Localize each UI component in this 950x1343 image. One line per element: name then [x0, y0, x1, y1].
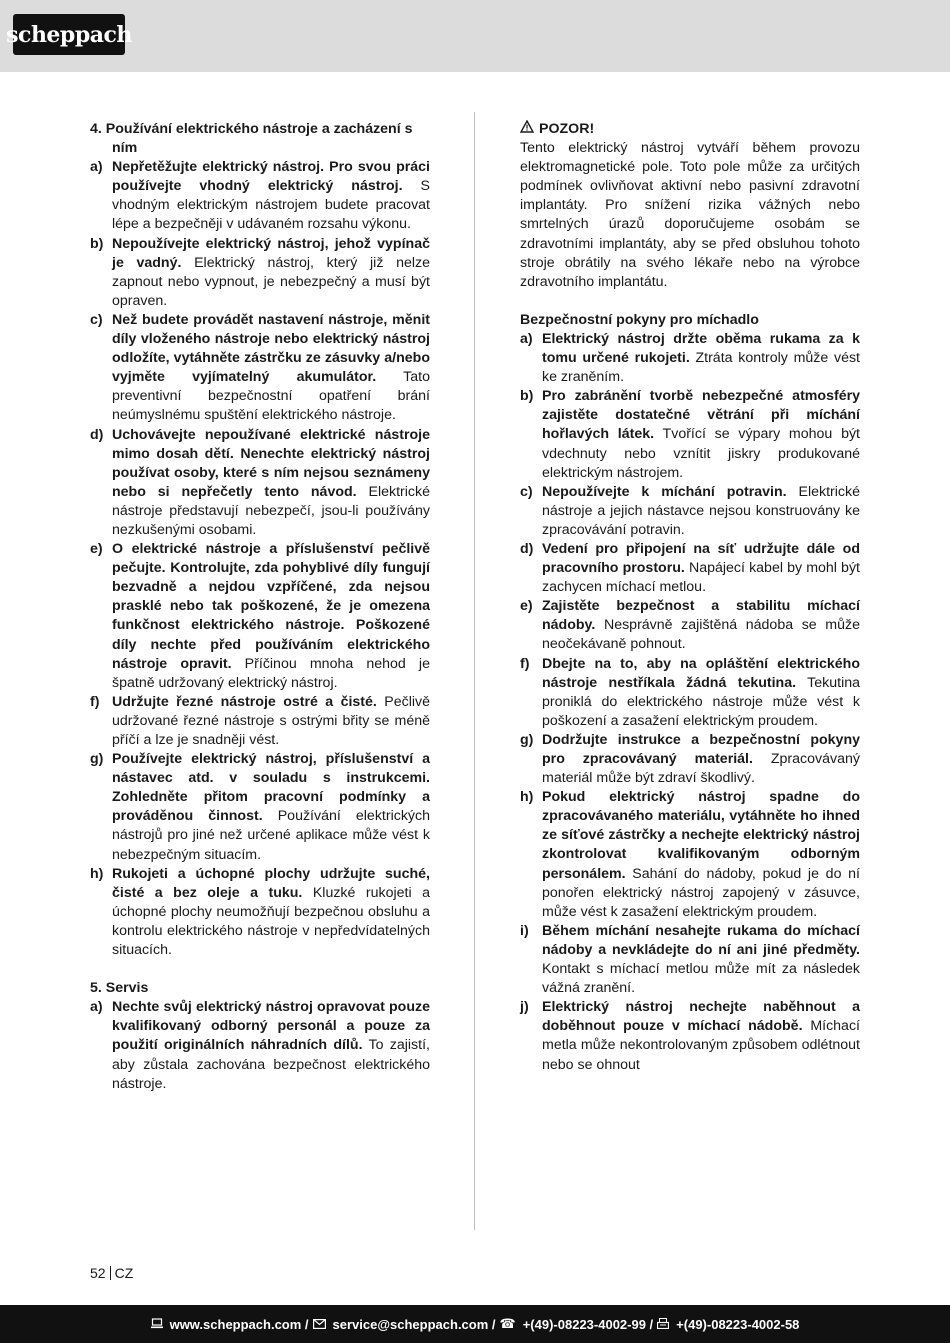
list-item	[520, 540, 860, 597]
page-number: 52	[90, 1265, 106, 1281]
item-plain-text: Míchací metla může nekontrolovaným způsobem odlétnout nebo se ohnout	[542, 1018, 860, 1073]
item-label: g)	[520, 731, 534, 748]
item-label: b)	[520, 388, 534, 405]
item-bold-text: Používejte elektrický nástroj, příslušenství a nástavec atd. v souladu s instrukcemi. Zohledněte přitom pracovní podmínky a prováděnou činnost.	[112, 751, 430, 825]
website-link[interactable]: www.scheppach.com /	[169, 1316, 309, 1332]
column-divider	[474, 112, 475, 1230]
item-plain-text: Příčinou mnoha nehod je špatně udržovaný elektrický nástroj.	[112, 655, 430, 691]
item-plain-text: Elektrické nástroje a jejich nástavce nejsou konstruovány ke zpracovávání potravin.	[542, 483, 860, 538]
list-item	[520, 597, 860, 654]
list-item	[520, 731, 860, 788]
list-item	[90, 235, 430, 311]
item-plain-text: Kontakt s míchací metlou může mít za následek vážná zranění.	[542, 961, 860, 997]
item-text	[542, 597, 860, 654]
section-5-title: 5. Servis	[90, 980, 149, 997]
item-bold-text: Rukojeti a úchopné plochy udržujte suché, čisté a bez oleje a tuku.	[112, 865, 430, 901]
item-text	[112, 235, 430, 311]
contact-footer	[0, 1305, 950, 1343]
mixer-safety-title: Bezpečnostní pokyny pro míchadlo	[520, 311, 759, 328]
list-item	[90, 426, 430, 541]
item-bold-text: Zajistěte bezpečnost a stabilitu míchací nádoby.	[542, 598, 860, 634]
item-bold-text: O elektrické nástroje a příslušenství pečlivě pečujte. Kontrolujte, zda pohyblivé díly fungují bezvadně a nejdou vzpříčené, zda nejsou prasklé nebo tak poškozené, že je omezena funkčnost elektrického nástroje. Poškozené díly nechte před používáním elektrického nástroje opravit.	[112, 541, 430, 672]
section-4-title: 4. Používání elektrického nástroje a zacházení s ním	[90, 121, 413, 157]
item-text	[112, 158, 430, 234]
item-bold-text: Udržujte řezné nástroje ostré a čisté.	[112, 693, 377, 710]
item-plain-text: Kluzké rukojeti a úchopné plochy neumožňují bezpečnou obsluhu a kontrolu elektrického nástroje v nepředvídatelných situacích.	[112, 884, 430, 959]
item-text	[542, 655, 860, 731]
item-bold-text: Nepoužívejte elektrický nástroj, jehož vypínač je vadný.	[112, 235, 430, 271]
item-plain-text: Tvořící se výpary mohou být vdechnuty nebo vznítit jiskry produkované elektrickým nástrojem.	[542, 426, 860, 481]
item-text	[542, 922, 860, 998]
list-item	[520, 788, 860, 922]
item-label: j)	[520, 999, 529, 1016]
computer-icon	[151, 1317, 163, 1332]
header-band	[0, 0, 950, 72]
item-text	[112, 426, 430, 541]
fax-icon	[657, 1317, 669, 1332]
mixer-safety-list	[520, 330, 860, 1075]
item-label: b)	[90, 235, 104, 252]
warning-heading	[520, 120, 860, 139]
list-item	[90, 750, 430, 865]
item-bold-text: Elektrický nástroj nechejte naběhnout a doběhnout pouze v míchací nádobě.	[542, 999, 860, 1035]
item-bold-text: Dodržujte instrukce a bezpečnostní pokyny pro zpracovávaný materiál.	[542, 731, 860, 767]
item-text	[542, 998, 860, 1074]
item-bold-text: Než budete provádět nastavení nástroje, měnit díly vloženého nástroje nebo elektrický nástroj odložíte, vytáhněte zástrčku ze zásuvky a/nebo vyjměte vyjímatelný akumulátor.	[112, 311, 430, 386]
item-label: e)	[520, 598, 533, 615]
item-label: i)	[520, 922, 529, 939]
item-label: a)	[520, 330, 533, 347]
warning-title: POZOR!	[539, 121, 595, 137]
item-plain-text: Používání elektrických nástrojů pro jiné než určené aplikace může vést k nebezpečným situacím.	[112, 808, 430, 863]
item-text	[112, 865, 430, 960]
fax-number: +(49)-08223-4002-58	[676, 1316, 800, 1332]
item-plain-text: To zajistí, aby zůstala zachována bezpečnost elektrického nástroje.	[112, 1037, 430, 1092]
list-item	[90, 311, 430, 426]
item-plain-text: Elektrické nástroje představují nebezpečí, jsou-li používány nezkušenými osobami.	[112, 483, 431, 538]
item-bold-text: Vedení pro připojení na síť udržujte dále od pracovního prostoru.	[542, 540, 860, 577]
item-plain-text: Sahání do nádoby, pokud je do ní ponořen elektrický nástroj zapojený v zásuvce, může vést k zasažení elektrickým proudem.	[542, 865, 860, 920]
item-plain-text: Zpracovávaný materiál může být zdraví škodlivý.	[542, 751, 860, 787]
item-text	[112, 311, 430, 426]
item-bold-text: Nechte svůj elektrický nástroj opravovat pouze kvalifikovaný odborný personál a pouze za použití originálních náhradních dílů.	[112, 999, 430, 1054]
item-text	[112, 693, 430, 750]
list-item	[520, 922, 860, 998]
item-plain-text: Tekutina proniklá do elektrického nástroje může vést k poškození a zasažení elektrickým proudem.	[542, 674, 861, 729]
item-label: h)	[90, 865, 104, 882]
phone-icon: ☎	[499, 1316, 516, 1331]
item-label: f)	[90, 693, 100, 710]
item-plain-text: Elektrický nástroj, který již nelze zapnout nebo vypnout, je nebezpečný a musí být opraven.	[112, 254, 430, 309]
page-separator	[110, 1266, 111, 1280]
item-plain-text: Ztráta kontroly může vést ke zraněním.	[542, 350, 861, 386]
section-4-list	[90, 158, 430, 960]
warning-text: Tento elektrický nástroj vytváří během provozu elektromagnetické pole. Toto pole může za určitých podmínek ovlivňovat aktivní nebo pasivní zdravotní implantáty. Pro snížení rizika vážných nebo smrtelných úrazů doporučujeme osobám se zdravotními implantáty, aby se před obsluhou tohoto stroje obrátily na svého lékaře nebo na výrobce zdravotního implantátu.	[520, 140, 860, 290]
item-label: c)	[520, 483, 533, 500]
list-item	[90, 693, 430, 750]
item-plain-text: Nesprávně zajištěná nádoba se může neočekávaně pohnout.	[542, 617, 860, 653]
brand-logo: scheppach	[13, 14, 125, 55]
item-bold-text: Během míchání nesahejte rukama do míchací nádoby a nevkládejte do ní ani jiné předměty.	[542, 922, 860, 958]
envelope-icon	[313, 1317, 326, 1332]
item-bold-text: Dbejte na to, aby na opláštění elektrického nástroje nestříkala žádná tekutina.	[542, 655, 860, 691]
item-bold-text: Nepřetěžujte elektrický nástroj. Pro svou práci používejte vhodný elektrický nástroj.	[112, 159, 430, 195]
phone-number: +(49)-08223-4002-99 /	[522, 1316, 654, 1332]
item-text	[112, 750, 430, 865]
list-item	[90, 865, 430, 960]
right-column	[520, 120, 860, 1075]
list-item	[520, 998, 860, 1074]
item-label: d)	[520, 540, 534, 557]
item-label: a)	[90, 159, 103, 176]
item-label: a)	[90, 999, 103, 1016]
item-bold-text: Pro zabránění tvorbě nebezpečné atmosféry zajistěte dostatečné větrání při míchání hořlavých látek.	[542, 388, 860, 443]
item-text	[542, 540, 860, 597]
item-plain-text: Napájecí kabel by mohl být zachycen míchací metlou.	[542, 560, 860, 596]
item-text	[542, 330, 860, 387]
item-text	[542, 483, 860, 540]
left-column	[90, 120, 430, 1094]
item-label: g)	[90, 751, 104, 768]
item-label: h)	[520, 789, 534, 806]
list-item	[520, 655, 860, 731]
item-text	[542, 788, 860, 922]
section-5-list	[90, 998, 430, 1093]
item-text	[542, 387, 860, 482]
item-label: f)	[520, 655, 530, 672]
item-text	[112, 998, 430, 1093]
list-item	[90, 540, 430, 693]
page-footer-number	[90, 1265, 133, 1281]
list-item	[520, 330, 860, 387]
item-text	[112, 540, 430, 693]
item-bold-text: Nepoužívejte k míchání potravin.	[542, 483, 787, 500]
language-code: CZ	[114, 1265, 134, 1281]
list-item	[520, 387, 860, 482]
email-link[interactable]: service@scheppach.com /	[332, 1316, 496, 1332]
item-text	[542, 731, 860, 788]
warning-triangle-icon	[520, 120, 534, 139]
item-plain-text: S vhodným elektrickým nástrojem budete pracovat lépe a bezpečněji v udávaném rozsahu výkonu.	[112, 178, 431, 233]
item-plain-text: Tato preventivní bezpečnostní opatření brání neúmyslnému spuštění elektrického nástroje.	[112, 369, 430, 424]
list-item	[520, 483, 860, 540]
list-item	[90, 158, 430, 234]
item-label: c)	[90, 311, 103, 328]
item-plain-text: Pečlivě udržované řezné nástroje s ostrými břity se méně příčí a lze je snadněji vést.	[112, 693, 430, 748]
item-bold-text: Pokud elektrický nástroj spadne do zpracovávaného materiálu, vytáhněte ho ihned ze síťové zástrčky a nechejte elektrický nástroj zkontrolovat kvalifikovaným odborným personálem.	[542, 789, 860, 882]
item-label: e)	[90, 541, 103, 558]
list-item	[90, 998, 430, 1093]
item-bold-text: Uchovávejte nepoužívané elektrické nástroje mimo dosah dětí. Nenechte elektrický nástroj používat osoby, které s ním nejsou seznámeny nebo si nepřečetly tento návod.	[112, 426, 430, 500]
item-label: d)	[90, 426, 104, 443]
item-bold-text: Elektrický nástroj držte oběma rukama za k tomu určené rukojeti.	[542, 330, 860, 367]
